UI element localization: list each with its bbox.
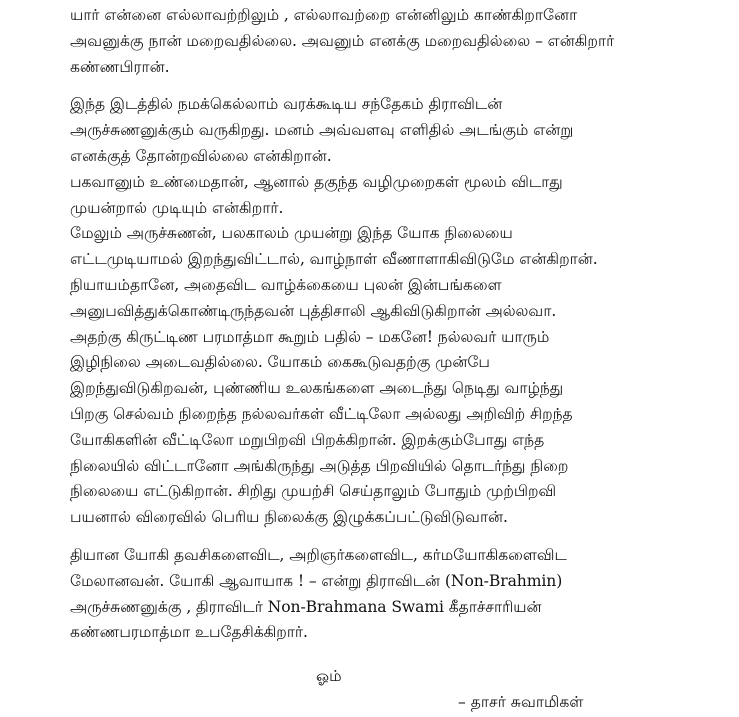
- text-line: நிலையை எட்டுகிறான். சிறிது முயற்சி செய்தாலும் போதும் முற்பிறவி: [70, 482, 557, 501]
- paragraph-3: [70, 543, 710, 646]
- text-line: நியாயம்தானே, அதைவிட வாழ்க்கையை புலன் இன்பங்களை: [70, 275, 502, 294]
- om-symbol: ஓம்: [316, 667, 342, 685]
- text-line: நிலையில் விட்டானோ அங்கிருந்து அடுத்த பிறவியில் தொடர்ந்து நிறை: [70, 456, 569, 475]
- text-line: இந்த இடத்தில் நமக்கெல்லாம் வரக்கூடிய சந்தேகம் திராவிடன்: [70, 95, 503, 114]
- text-line: இழிநிலை அடைவதில்லை. யோகம் கைகூடுவதற்கு முன்பே: [70, 353, 490, 372]
- author-signature: – தாசர் சுவாமிகள்: [458, 693, 584, 711]
- text-line: முயன்றால் முடியும் என்கிறார்.: [70, 198, 284, 217]
- text-line: மேலும் அருச்சுணன், பலகாலம் முயன்று இந்த யோக நிலையை: [70, 224, 513, 243]
- paragraph-1: [70, 3, 710, 80]
- text-line: அனுபவித்துக்கொண்டிருந்தவன் புத்திசாலி ஆகிவிடுகிறான் அல்லவா.: [70, 301, 557, 320]
- text-line: மேலானவன். யோகி ஆவாயாக ! – என்று திராவிடன் (Non-Brahmin): [70, 571, 563, 590]
- text-line: பகவானும் உண்மைதான், ஆனால் தகுந்த வழிமுறைகள் மூலம் விடாது: [70, 172, 563, 191]
- text-line: தியான யோகி தவசிகளைவிட, அறிஞர்களைவிட, கர்மயோகிகளைவிட: [70, 545, 567, 564]
- text-line: யோகிகளின் வீட்டிலோ மறுபிறவி பிறக்கிறான். இறக்கும்போது எந்த: [70, 430, 545, 449]
- text-line: இறந்துவிடுகிறவன், புண்ணிய உலகங்களை அடைந்து நெடிது வாழ்ந்து: [70, 379, 564, 398]
- text-line: எனக்குத் தோன்றவில்லை என்கிறான்.: [70, 146, 332, 165]
- text-line: கண்ணபிரான்.: [70, 57, 170, 76]
- text-line: அவனுக்கு நான் மறைவதில்லை. அவனும் எனக்கு மறைவதில்லை – என்கிறார்: [70, 31, 615, 50]
- text-line: கண்ணபரமாத்மா உபதேசிக்கிறார்.: [70, 623, 308, 642]
- text-line: யார் என்னை எல்லாவற்றிலும் , எல்லாவற்றை என்னிலும் காண்கிறானோ: [70, 6, 578, 24]
- text-line: அதற்கு கிருட்டிண பரமாத்மா கூறும் பதில் – மகனே! நல்லவர் யாரும்: [70, 327, 550, 346]
- text-line: அருச்சுணனுக்கு , திராவிடர் Non-Brahmana Swami கீதாச்சாரியன்: [70, 597, 542, 616]
- text-line: பயனால் விரைவில் பெரிய நிலைக்கு இழுக்கப்பட்டுவிடுவான்.: [70, 508, 508, 527]
- text-line: பிறகு செல்வம் நிறைந்த நல்லவர்கள் வீட்டிலோ அல்லது அறிவிற் சிறந்த: [70, 404, 573, 423]
- paragraph-2: [70, 92, 710, 531]
- text-line: எட்டமுடியாமல் இறந்துவிட்டால், வாழ்நாள் வீணாளாகிவிடுமே என்கிறான்.: [70, 250, 598, 269]
- text-line: அருச்சுணனுக்கும் வருகிறது. மனம் அவ்வளவு எளிதில் அடங்கும் என்று: [70, 121, 574, 140]
- document-body: [70, 0, 710, 646]
